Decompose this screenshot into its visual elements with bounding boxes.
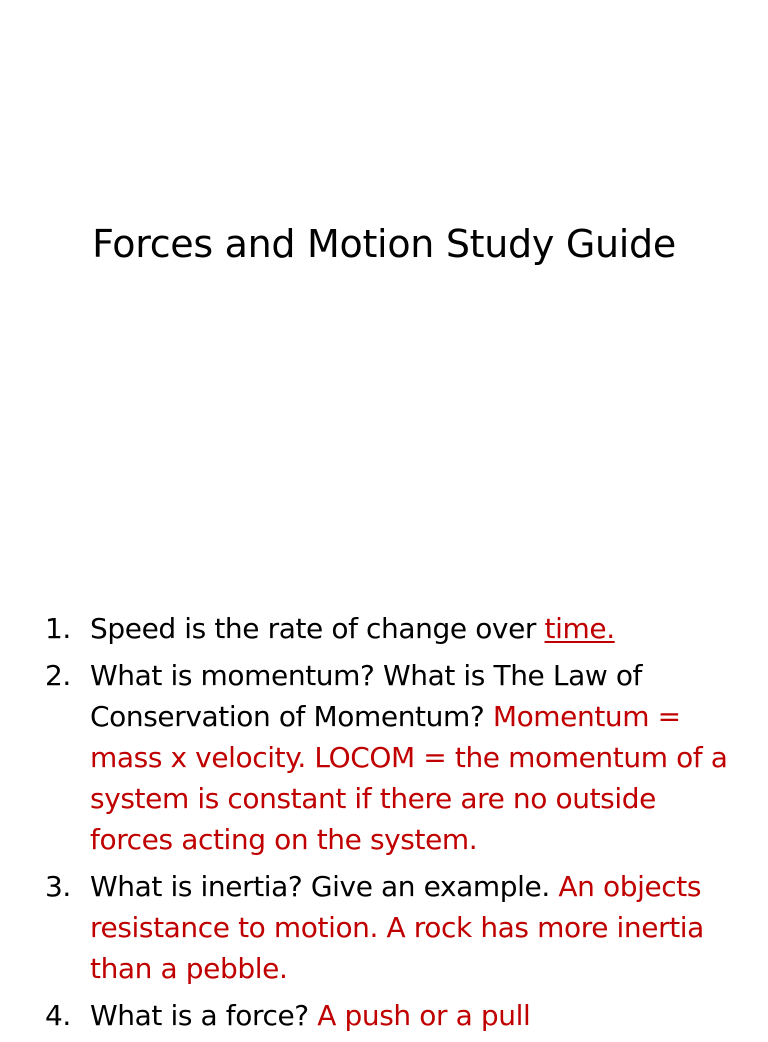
question-number: 1. xyxy=(45,612,71,645)
answer-text: A push or a pull xyxy=(317,999,531,1032)
question-number: 2. xyxy=(45,659,71,692)
question-text: What is inertia? Give an example. xyxy=(90,870,559,903)
answer-text: time. xyxy=(544,612,615,645)
page-title: Forces and Motion Study Guide xyxy=(92,222,676,266)
answer-text: Momentum = mass x velocity. LOCOM = the momentum of a system is constant if there are no outside forces acting on the system. xyxy=(90,700,728,856)
question-item-4 xyxy=(0,995,768,1036)
question-number: 3. xyxy=(45,870,71,903)
answer-text: An objects resistance to motion. A rock has more inertia than a pebble. xyxy=(90,870,704,985)
study-question-list xyxy=(0,608,768,1042)
question-number: 4. xyxy=(45,999,71,1032)
question-text: What is momentum? What is The Law of Conservation of Momentum? xyxy=(90,659,643,733)
question-text: What is a force? xyxy=(90,999,318,1032)
question-item-2 xyxy=(0,655,768,860)
question-text: Speed is the rate of change over xyxy=(90,612,545,645)
question-item-1 xyxy=(0,608,768,649)
question-item-3 xyxy=(0,866,768,989)
